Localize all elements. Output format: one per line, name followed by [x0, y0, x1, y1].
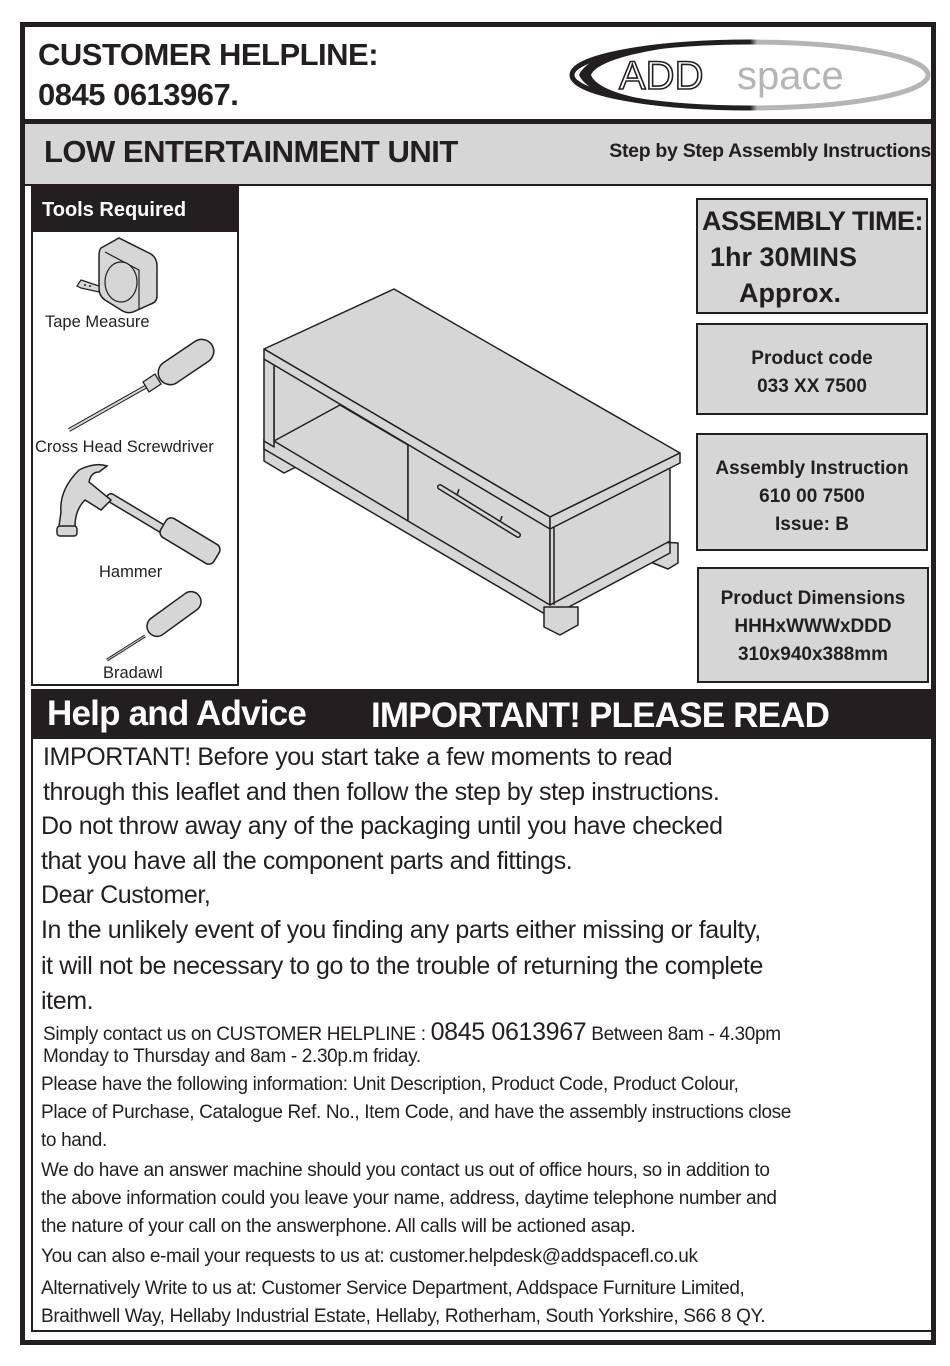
product-code-value: 033 XX 7500: [757, 376, 867, 397]
assembly-time-value: 1hr 30MINS: [710, 242, 858, 272]
tools-heading: Tools Required: [33, 188, 237, 232]
helpline-block: [38, 35, 378, 115]
tools-panel: [31, 186, 239, 686]
product-dimensions-box: [697, 567, 929, 683]
assembly-instruction-value: 610 00 7500: [759, 486, 865, 507]
addspace-logo-icon: [569, 39, 931, 111]
help-heading: Help and Advice: [47, 694, 306, 733]
help-line: Dear Customer,: [41, 881, 211, 909]
product-code-label: Product code: [751, 348, 873, 369]
help-line: Please have the following information: Unit Description, Product Code, Product Colour,: [41, 1074, 739, 1095]
logo-add-text: ADD: [619, 54, 704, 98]
helpline-label: CUSTOMER HELPLINE:: [38, 37, 379, 72]
address-line: Braithwell Way, Hellaby Industrial Estate, Hellaby, Rotherham, South Yorkshire, S66 8 QY.: [41, 1306, 766, 1327]
page-subtitle: Step by Step Assembly Instructions: [609, 140, 931, 162]
help-line: the above information could you leave your name, address, daytime telephone number and: [41, 1188, 777, 1209]
important-heading: IMPORTANT! PLEASE READ: [371, 696, 830, 735]
help-line: Place of Purchase, Catalogue Ref. No., Item Code, and have the assembly instructions close: [41, 1102, 792, 1123]
help-line: In the unlikely event of you finding any parts either missing or faulty,: [41, 916, 761, 944]
page-title: LOW ENTERTAINMENT UNIT: [44, 134, 458, 169]
assembly-instruction-issue: Issue: B: [775, 514, 849, 535]
bradawl-icon: [103, 586, 213, 666]
help-line: to hand.: [41, 1130, 107, 1151]
help-line: Monday to Thursday and 8am - 2.30p.m friday.: [43, 1046, 421, 1067]
dimensions-format: HHHxWWWxDDD: [734, 616, 892, 637]
contact-prefix: Simply contact us on CUSTOMER HELPLINE :: [43, 1024, 431, 1045]
assembly-time-label: ASSEMBLY TIME:: [702, 206, 924, 236]
tool-label: Tape Measure: [45, 313, 150, 331]
title-bar: [25, 124, 931, 186]
help-line: through this leaflet and then follow the step by step instructions.: [43, 778, 720, 806]
tape-measure-icon: [71, 236, 161, 316]
dimensions-label: Product Dimensions: [720, 588, 906, 609]
help-line: We do have an answer machine should you contact us out of office hours, so in addition to: [41, 1160, 770, 1181]
contact-hours: Between 8am - 4.30pm: [586, 1024, 781, 1045]
contact-line: [43, 1018, 781, 1047]
helpline-header: [25, 27, 931, 124]
address-line: Alternatively Write to us at: Customer Service Department, Addspace Furniture Limited,: [41, 1278, 745, 1299]
help-line: item.: [41, 987, 94, 1015]
instruction-sheet: [20, 22, 936, 1345]
email-line: You can also e-mail your requests to us at: customer.helpdesk@addspacefl.co.uk: [41, 1246, 698, 1267]
svg-text:space: [737, 54, 844, 98]
assembly-time-note: Approx.: [739, 278, 842, 308]
assembly-time-box: [696, 198, 928, 314]
logo-space-text: space: [737, 54, 844, 98]
help-heading-bar: [33, 691, 933, 739]
help-line: it will not be necessary to go to the trouble of returning the complete: [41, 952, 764, 980]
tool-label: Hammer: [99, 563, 163, 581]
assembly-instruction-label: Assembly Instruction: [715, 458, 909, 479]
help-line: Do not throw away any of the packaging until you have checked: [41, 812, 723, 840]
dimensions-value: 310x940x388mm: [737, 644, 889, 665]
help-line: IMPORTANT! Before you start take a few moments to read: [43, 743, 673, 771]
helpline-number: 0845 0613967.: [38, 77, 239, 112]
help-line: the nature of your call on the answerphone. All calls will be actioned asap.: [41, 1216, 636, 1237]
screwdriver-icon: [63, 328, 223, 438]
help-and-advice-section: [31, 689, 935, 1332]
tool-label: Cross Head Screwdriver: [35, 438, 214, 456]
svg-text:ADD: [619, 54, 703, 98]
help-line: that you have all the component parts and fittings.: [41, 847, 573, 875]
assembly-instruction-box: [696, 433, 928, 551]
product-code-box: [696, 323, 928, 415]
tool-label: Bradawl: [103, 664, 163, 682]
entertainment-unit-illustration: [260, 277, 690, 637]
contact-phone: 0845 0613967: [430, 1018, 587, 1046]
